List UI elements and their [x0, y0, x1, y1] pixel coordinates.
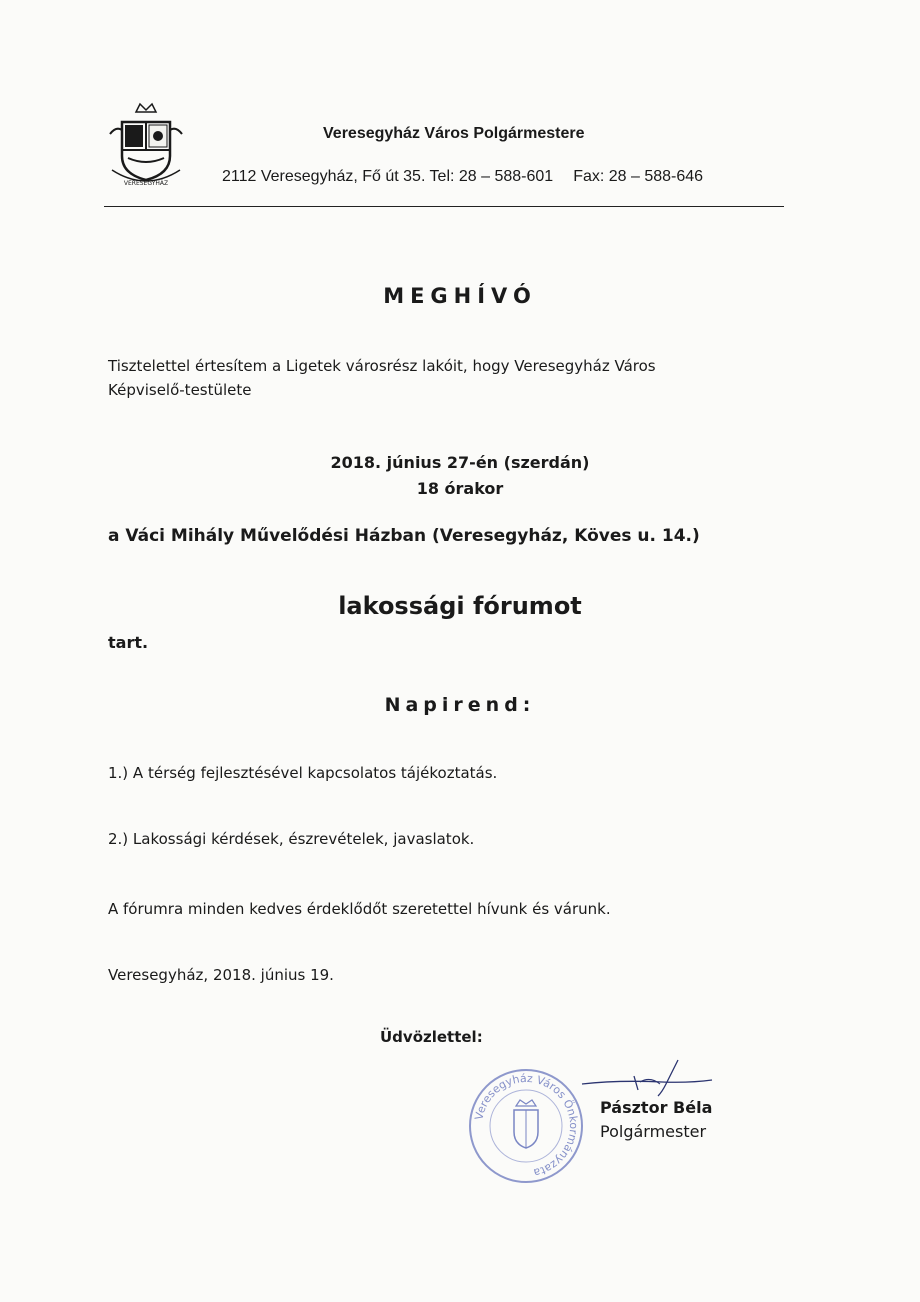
event-verb: tart. [108, 633, 149, 652]
address-line [222, 168, 703, 186]
fax-text: Fax: 28 – 588-646 [573, 168, 704, 185]
signer-name: Pásztor Béla [600, 1098, 713, 1117]
event-datetime [0, 450, 920, 502]
event-time: 18 órakor [416, 479, 504, 498]
official-stamp [466, 1066, 586, 1186]
intro-line-2: Képviselő-testülete [108, 381, 252, 399]
event-venue: a Váci Mihály Művelődési Házban (Veresegyház, Köves u. 14.) [108, 526, 700, 546]
town-crest-logo [108, 100, 184, 190]
intro-line-1: Tisztelettel értesítem a Ligetek városrész lakóit, hogy Veresegyház Város [108, 357, 656, 375]
stamp-text: Veresegyház Város Önkormányzata [472, 1071, 581, 1180]
event-date: 2018. június 27-én (szerdán) [330, 453, 590, 472]
agenda-item-2: 2.) Lakossági kérdések, észrevételek, javaslatok. [108, 830, 475, 848]
greeting: Üdvözlettel: [380, 1028, 483, 1046]
signer-title: Polgármester [600, 1122, 707, 1141]
event-name: lakossági fórumot [338, 592, 582, 620]
address-text: 2112 Veresegyház, Fő út 35. Tel: 28 – 588-601 [222, 168, 554, 185]
agenda-item-1: 1.) A térség fejlesztésével kapcsolatos tájékoztatás. [108, 764, 498, 782]
agenda-title: Napirend: [384, 694, 536, 716]
organization-name: Veresegyház Város Polgármestere [323, 125, 585, 142]
header-divider [104, 206, 784, 207]
intro-paragraph [108, 354, 768, 402]
handwritten-signature [578, 1058, 718, 1098]
crest-text: VERESEGYHÁZ [123, 180, 169, 187]
closing-sentence: A fórumra minden kedves érdeklődőt szeretettel hívunk és várunk. [108, 900, 611, 918]
document-title: MEGHÍVÓ [383, 284, 537, 308]
place-and-date: Veresegyház, 2018. június 19. [108, 966, 334, 984]
